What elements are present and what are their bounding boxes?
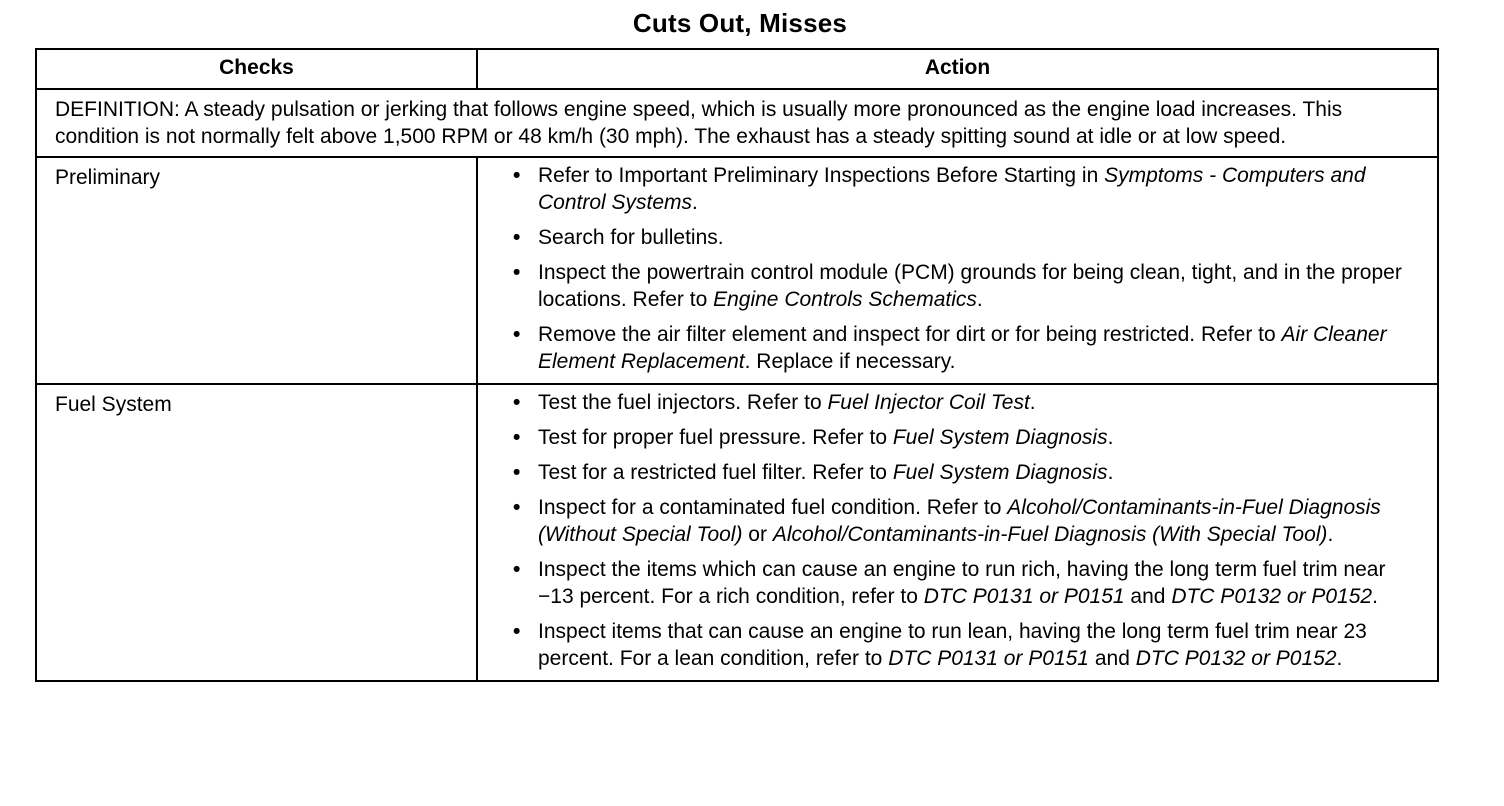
reference-link-text: Fuel System Diagnosis [892, 461, 1108, 484]
action-text: . [1372, 585, 1378, 608]
action-text: Inspect the items which can cause an engine to run rich, having the long term fuel trim near −13 percent. For a rich condition, refer to [538, 558, 1386, 608]
bullet-icon: • [513, 391, 521, 414]
checks-column-header: Checks [36, 49, 477, 89]
bullet-icon: • [513, 261, 521, 284]
bullet-icon: • [513, 164, 521, 187]
reference-link-text: Alcohol/Contaminants-in-Fuel Diagnosis (With Special Tool) [772, 523, 1328, 546]
bullet-icon: • [513, 558, 521, 581]
action-item [513, 459, 1421, 486]
bullet-icon: • [513, 226, 521, 249]
reference-link-text: Fuel Injector Coil Test [827, 391, 1030, 414]
action-text: . [692, 191, 698, 214]
check-cell: Preliminary [36, 157, 477, 384]
definition-row [36, 89, 1438, 157]
action-item [513, 424, 1421, 451]
bullet-icon: • [513, 323, 521, 346]
action-text: . Replace if necessary. [744, 350, 956, 373]
action-item [513, 259, 1421, 313]
action-item [513, 224, 1421, 251]
action-item [513, 618, 1421, 672]
reference-link-text: DTC P0131 or P0151 [888, 647, 1089, 670]
page-title: Cuts Out, Misses [632, 8, 848, 38]
reference-link-text: Engine Controls Schematics [713, 288, 977, 311]
action-text: Search for bulletins. [538, 226, 724, 249]
reference-link-text: DTC P0132 or P0152 [1171, 585, 1373, 608]
reference-link-text: Fuel System Diagnosis [892, 426, 1108, 449]
action-text: . [1327, 523, 1334, 546]
action-text: . [1029, 391, 1036, 414]
action-text: . [1107, 426, 1114, 449]
reference-link-text: DTC P0132 or P0152 [1135, 647, 1337, 670]
action-item [513, 162, 1421, 216]
action-list [513, 162, 1421, 375]
header-row [36, 49, 1438, 89]
action-text: Inspect for a contaminated fuel condition. Refer to [538, 496, 1008, 519]
action-text: Test for proper fuel pressure. Refer to [538, 426, 893, 449]
action-text: Test the fuel injectors. Refer to [538, 391, 828, 414]
action-item [513, 321, 1421, 375]
action-list [513, 389, 1421, 672]
action-text: Refer to Important Preliminary Inspections Before Starting in [538, 164, 1105, 187]
action-text: and [1089, 647, 1136, 670]
action-item [513, 494, 1421, 548]
table-row [36, 157, 1438, 384]
action-text: Inspect items that can cause an engine to run lean, having the long term fuel trim near 23 percent. For a lean condition, refer to [538, 620, 1367, 670]
reference-link-text: Symptoms - Computers and Control Systems [538, 164, 1366, 214]
bullet-icon: • [513, 496, 521, 519]
bullet-icon: • [513, 426, 521, 449]
diagnostic-table [35, 48, 1439, 682]
reference-link-text: Air Cleaner Element Replacement [538, 323, 1387, 373]
reference-link-text: Alcohol/Contaminants-in-Fuel Diagnosis (Without Special Tool) [538, 496, 1381, 546]
action-cell [477, 384, 1438, 681]
action-text: Inspect the powertrain control module (PCM) grounds for being clean, tight, and in the proper locations. Refer to [538, 261, 1402, 311]
action-item [513, 556, 1421, 610]
action-text: . [1107, 461, 1114, 484]
action-cell [477, 157, 1438, 384]
action-text: . [1336, 647, 1343, 670]
action-text: Remove the air filter element and inspect for dirt or for being restricted. Refer to [538, 323, 1282, 346]
action-text: Test for a restricted fuel filter. Refer to [538, 461, 893, 484]
bullet-icon: • [513, 461, 521, 484]
action-column-header: Action [477, 49, 1438, 89]
reference-link-text: DTC P0131 or P0151 [923, 585, 1125, 608]
action-item [513, 389, 1421, 416]
bullet-icon: • [513, 620, 521, 643]
definition-text: DEFINITION: A steady pulsation or jerking that follows engine speed, which is usually more pronounced as the engine load increases. This condition is not normally felt above 1,500 RPM or 48 km/h (30 mph). The exhaust has a steady spitting sound at idle or at low speed. [36, 89, 1438, 157]
action-text: and [1124, 585, 1172, 608]
check-cell: Fuel System [36, 384, 477, 681]
action-text: . [976, 288, 983, 311]
table-row [36, 384, 1438, 681]
action-text: or [742, 523, 773, 546]
